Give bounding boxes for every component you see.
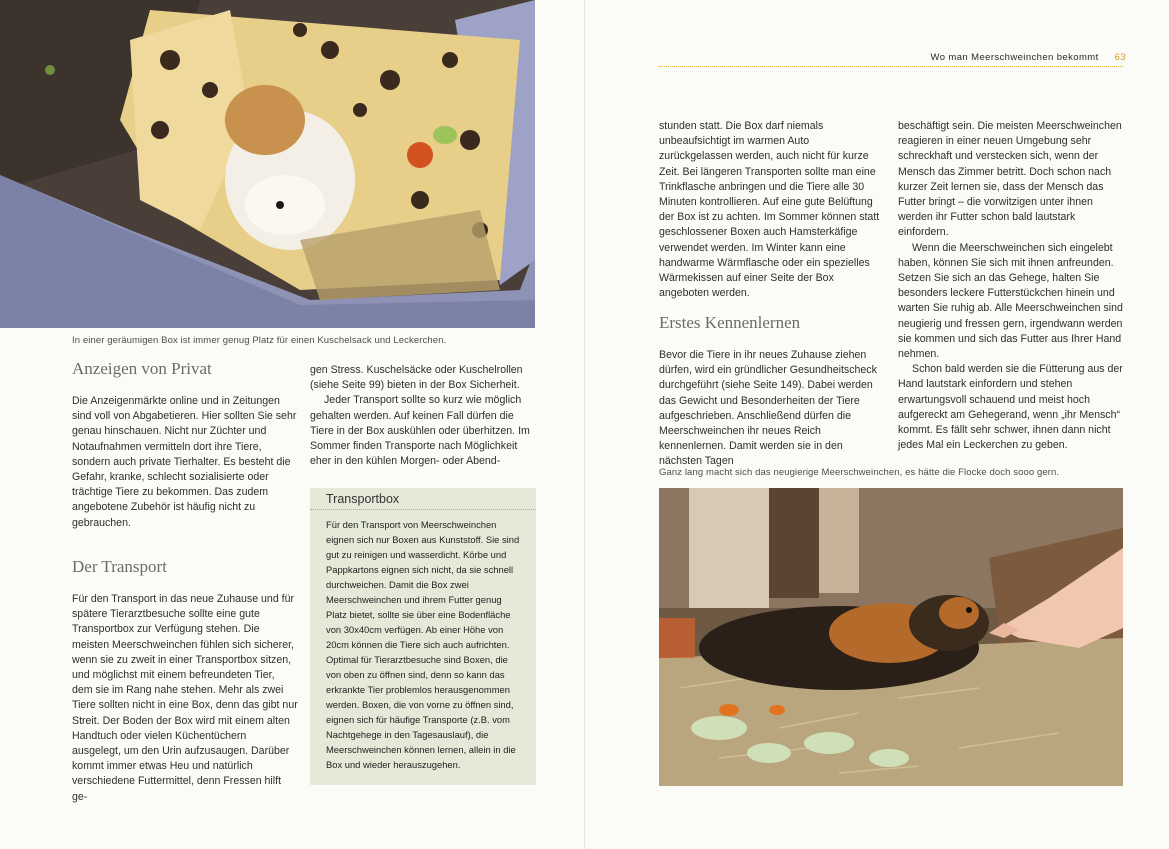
paragraph: stunden statt. Die Box darf niemals unbeaufsichtigt im warmen Auto zurückgelassen werden, auch nicht für kurze Zeit. Bei längeren Transporten sollte man eine Trinkflasche anbringen und die Tiere alle 30 Minuten kontrollieren. Auf eine gute Belüftung der Box ist zu achten. Im Sommer können statt geschlossener Boxen auch Hamsterkäfige verwendet werden. Im Winter kann eine handwarme Wärmflasche oder ein spezielles Wärmekissen auf einer Seite der Box angeboten werden. (659, 120, 880, 300)
right-photo-caption: Ganz lang macht sich das neugierige Meerschweinchen, es hätte die Flocke doch sooo gern. (659, 467, 1060, 478)
heading-anzeigen-von-privat: Anzeigen von Privat (72, 359, 212, 378)
infobox-title: Transportbox (326, 492, 400, 506)
infobox-divider (310, 509, 536, 510)
paragraph: Schon bald werden sie die Fütterung aus der Hand lautstark einfordern und stehen erwartungsvoll schauend und meist hoch aufgereckt am Gehegerand, wenn „ihr Mensch“ kommt. Es fällt sehr schwer, ihnen dann nicht jedes Mal ein Leckerchen zu geben. (898, 363, 1123, 452)
paragraph: Bevor die Tiere in ihr neues Zuhause ziehen dürfen, wird ein gründlicher Gesundheitscheck durchgeführt (siehe Seite 149). Dabei werden das Gewicht und Besonderheiten der Tiere aufgeschrieben. Anschließend dürfen die Meerschweinchen ihr neues Reich kennenlernen. Damit werden sie in den nächsten Tagen (659, 349, 877, 468)
right-column-2-text (898, 119, 1124, 453)
left-photo-caption: In einer geräumigen Box ist immer genug Platz für einen Kuschelsack und Leckerchen. (72, 335, 447, 346)
heading-erstes-kennenlernen: Erstes Kennenlernen (659, 313, 801, 332)
running-head (640, 52, 1126, 63)
header-dotted-rule (659, 66, 1123, 67)
guinea-pig-in-box-photo (0, 0, 535, 328)
right-column-1-text (659, 119, 885, 301)
infobox-text: Für den Transport von Meerschweinchen eignen sich nur Boxen aus Kunststoff. Sie sind gut zu reinigen und wasserdicht. Körbe und Pappkartons eignen sich nicht, da sie schnell durchweichen. Damit die Box zwei Meerschweinchen und ihrem Futter genug Platz bietet, sollte sie über eine Bodenfläche von 30x40cm verfügen. Ab einer Höhe von 20cm können die Tiere sich auch aufrichten. Optimal für Tierarztbesuche sind Boxen, die von oben zu öffnen sind, denn so kann das erkrankte Tier problemlos herausgenommen werden. Boxen, die von vorne zu öffnen sind, eignen sich für häufige Transporte (z.B. vom Nachtgehege in den Tagesauslauf), die Meerschweinchen können lernen, allein in die Box und wieder herauszugehen. (326, 519, 520, 770)
paragraph: Wenn die Meerschweinchen sich eingelebt haben, können Sie sich mit ihnen anfreunden. Setzen Sie sich an das Gehege, halten Sie besonders leckere Futterstückchen hinein und warten Sie ruhig ab. Alle Meerschweinchen sind neugierig und fressen gern, irgendwann werden sie kommen und sich das Futter aus Ihrer Hand nehmen. (898, 241, 1123, 361)
paragraph: Die Anzeigenmärkte online und in Zeitungen sind voll von Abgabetieren. Hier sollten Sie sehr genau hinschauen. Nicht nur Züchter und Notaufnahmen vermitteln dort ihre Tiere, sondern auch private Tierhalter. Es besteht die Gefahr, kranke, schlecht sozialisierte oder trächtige Tiere zu bekommen. Das zudem angebotene Zubehör ist häufig nicht zu gebrauchen. (72, 395, 297, 529)
paragraph: gen Stress. Kuschelsäcke oder Kuschelrollen (siehe Seite 99) bieten in der Box Sicherheit. (310, 364, 523, 392)
guinea-pig-feeding-photo (659, 488, 1123, 786)
section-anzeigen-text (72, 394, 298, 531)
left-column-2-text (310, 363, 536, 469)
paragraph: Für den Transport in das neue Zuhause und für spätere Tierarztbesuche sollte eine gute Transportbox zur Verfügung stehen. Die meisten Meerschweinchen fühlen sich sicherer, wenn sie zu zweit in einer Transportbox sitzen, und möglichst mit einem befreundeten Tier, dem sie im Rang nahe stehen. Mehr als zwei Tiere sollten nicht in eine Box, denn das gibt nur Streit. Der Boden der Box wird mit einem alten Handtuch oder vielen Küchentüchern ausgelegt, um den Urin aufzusaugen. Darüber kommt immer etwas Heu und natürlich verschiedene Futtermittel, denn Fressen hilft ge- (72, 593, 298, 803)
paragraph: Jeder Transport sollte so kurz wie möglich gehalten werden. Auf keinen Fall dürfen die Tiere in der Box auskühlen oder überhitzen. Im Sommer finden Transporte nach Möglichkeit eher in den kühlen Morgen- oder Abend- (310, 394, 530, 468)
section-kennenlernen-text (659, 348, 885, 470)
page-number: 63 (1114, 52, 1126, 63)
paragraph: beschäftigt sein. Die meisten Meerschweinchen reagieren in einer neuen Umgebung sehr schreckhaft und verstecken sich, wenn der Mensch das Zimmer betritt. Doch schon nach kurzer Zeit lernen sie, dass der Mensch das Futter bringt – die vorwitzigen unter ihnen werden ihr Futter schon bald lautstark einfordern. (898, 120, 1122, 239)
running-title: Wo man Meerschweinchen bekommt (930, 52, 1099, 63)
transportbox-infobox (310, 488, 536, 785)
section-transport-text (72, 592, 298, 805)
heading-der-transport: Der Transport (72, 557, 167, 576)
